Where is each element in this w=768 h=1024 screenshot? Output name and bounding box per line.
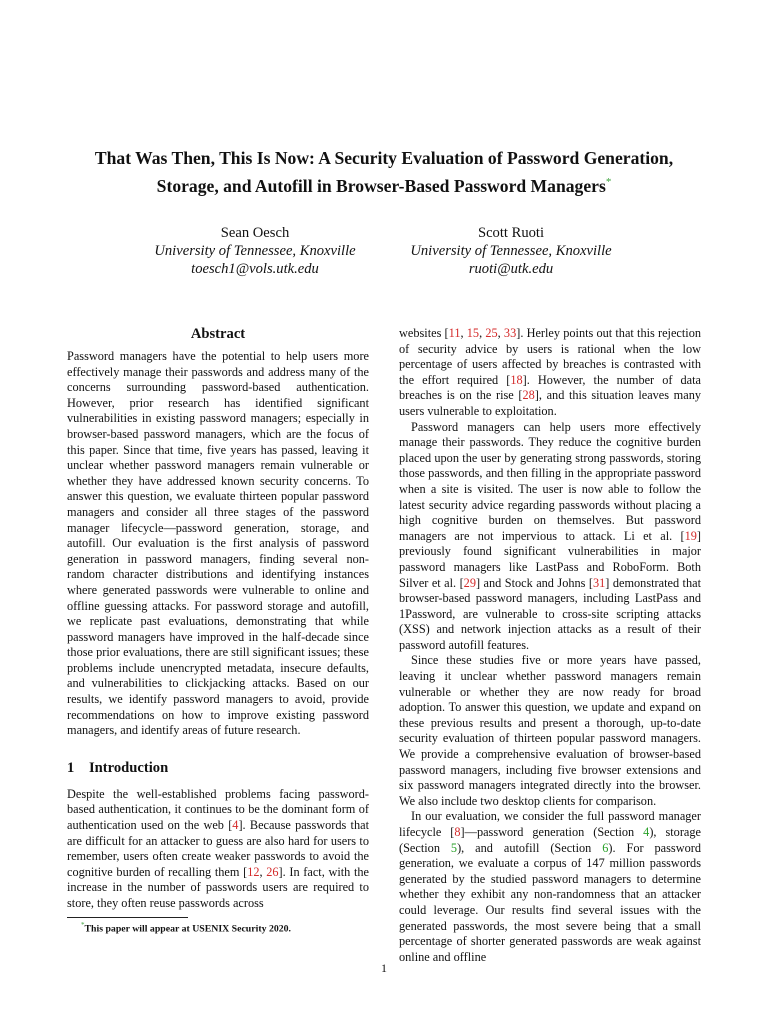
footnote-text: This paper will appear at USENIX Security 2020. xyxy=(84,923,291,935)
citation-link[interactable]: 12 xyxy=(247,864,260,879)
author-block-2 xyxy=(381,224,641,278)
section-reference-link[interactable]: 4 xyxy=(643,825,650,839)
intro-paragraph-1: Despite the well-established problems facing password-based authentication, it continues to be the dominant form of authentication used on the web [4]. Because passwords that are difficult for an attacker to guess are also hard for users to remember, users often create weaker passwords to avoid the cognitive burden of recalling them [12, 26]. In fact, with the increase in the number of passwords users are required to store, they often reuse passwords across xyxy=(67,786,369,910)
citation-link[interactable]: 8 xyxy=(454,825,461,839)
page-number: 1 xyxy=(381,961,387,975)
title-line-2: Storage, and Autofill in Browser-Based Password Managers xyxy=(156,175,606,196)
paper-title xyxy=(40,146,728,198)
citation-link[interactable]: 29 xyxy=(463,575,476,590)
author-email: ruoti@utk.edu xyxy=(468,261,554,277)
citation-link[interactable]: 26 xyxy=(266,864,279,879)
left-column xyxy=(67,325,369,912)
section-title: Introduction xyxy=(89,759,169,776)
author-name: Sean Oesch xyxy=(220,225,290,241)
intro-paragraph-5: In our evaluation, we consider the full password manager lifecycle [8]—password generation (Section 4), storage (Section 5), and autofill (Section 6). For password generation, we evaluate a corpus of 147 million passwords generated by the studied password managers to determine whether they exhibit any non-randomness that an attacker could leverage. Our results find several issues with the generated passwords, the most severe being that a small percentage of shorter generated passwords are weak against online and offline xyxy=(399,809,701,964)
section-heading-introduction xyxy=(67,759,369,777)
citation-link[interactable]: 4 xyxy=(232,818,239,833)
intro-paragraph-3: Password managers can help users more effectively manage their passwords. They reduce the cognitive burden placed upon the user by generating strong passwords, storing those passwords, and then filling in the appropriate password when a site is visited. The user is now able to follow the latest security advice regarding passwords without placing a high cognitive burden on themselves. But password managers are not impervious to attack. Li et al. [19] previously found significant vulnerabilities in major password managers like LastPass and RoboForm. Both Silver et al. [29] and Stock and Johns [31] demonstrated that browser-based password managers, including LastPass and 1Password, are vulnerable to cross-site scripting attacks (XSS) and network injection attacks as a result of their password autofill features. xyxy=(399,419,701,652)
author-name: Scott Ruoti xyxy=(477,225,545,241)
footnote xyxy=(81,921,291,934)
citation-link[interactable]: 33 xyxy=(503,326,517,340)
intro-paragraph-4: Since these studies five or more years have passed, leaving it unclear whether password managers remain vulnerable or whether they are now ready for broad adoption. To answer this question, we update and expand on these previous results and present a thorough, up-to-date security evaluation of thirteen popular password managers. We provide a comprehensive evaluation of browser-based password managers, including five browser extensions and six password managers integrated directly into the browser. We also include two desktop clients for comparison. xyxy=(399,653,701,808)
citation-link[interactable]: 28 xyxy=(522,388,535,403)
citation-link[interactable]: 19 xyxy=(684,528,697,543)
footnote-marker: * xyxy=(81,921,85,929)
author-affiliation: University of Tennessee, Knoxville xyxy=(154,243,356,259)
abstract-text: Password managers have the potential to help users more effectively manage their passwords and address many of the concerns surrounding password-based authentication. However, prior research has identified significant vulnerabilities in existing password managers; especially in browser-based password managers, which are the focus of this paper. Since that time, five years has passed, leaving it unclear whether password managers remain vulnerable or whether they have addressed known security concerns. To answer this question, we evaluate thirteen popular password managers and consider all three stages of the password manager lifecycle—password generation, storage, and autofill. Our evaluation is the first analysis of password generation in password managers, finding several non-random character distributions and identifying instances where generated passwords were vulnerable to online and offline guessing attacks. For password storage and autofill, we replicate past evaluations, demonstrating that while password managers have improved in the half-decade since those prior evaluations, there are still significant issues; these problems include unencrypted metadata, insecure defaults, and vulnerabilities to clickjacking attacks. Based on our results, we identify password managers to avoid, provide recommendations on how to improve existing password managers, and identify areas of future research. xyxy=(67,349,369,738)
section-number: 1 xyxy=(67,759,75,776)
footnote-rule xyxy=(67,917,188,918)
intro-paragraph-2: websites [11, 15, 25, 33]. Herley points out that this rejection of security advice by users is rational when the low percentage of users affected by breaches is contrasted with the effort required [18]. However, the number of data breaches is on the rise [28], and this situation leaves many users vulnerable to exploitation. xyxy=(399,326,702,418)
citation-link[interactable]: 25 xyxy=(485,326,498,340)
author-affiliation: University of Tennessee, Knoxville xyxy=(410,243,612,259)
citation-link[interactable]: 18 xyxy=(510,372,523,387)
citation-link[interactable]: 11 xyxy=(448,326,461,340)
title-line-1: That Was Then, This Is Now: A Security Evaluation of Password Generation, xyxy=(94,148,674,168)
abstract-heading: Abstract xyxy=(190,326,246,342)
title-footnote-marker: * xyxy=(605,176,612,188)
section-reference-link[interactable]: 6 xyxy=(602,840,609,855)
author-block-1 xyxy=(125,224,385,278)
citation-link[interactable]: 31 xyxy=(593,575,606,590)
section-reference-link[interactable]: 5 xyxy=(450,840,458,855)
citation-link[interactable]: 15 xyxy=(466,326,480,340)
author-email: toesch1@vols.utk.edu xyxy=(191,261,319,277)
right-column xyxy=(399,326,701,965)
